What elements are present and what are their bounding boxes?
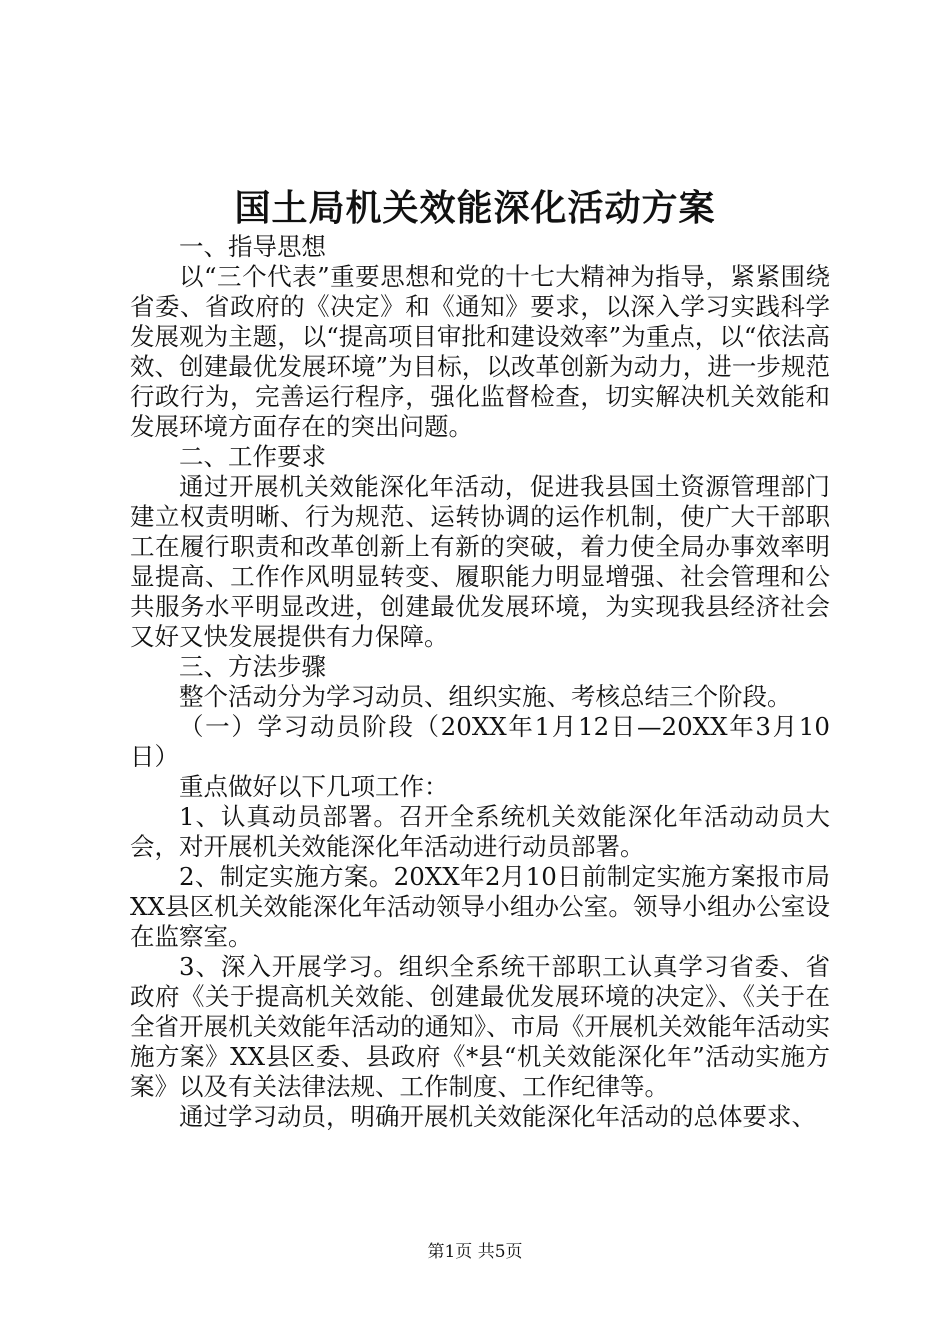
section-heading: 一、指导思想 bbox=[179, 232, 326, 261]
paragraph: 重点做好以下几项工作： bbox=[179, 772, 449, 801]
document-body bbox=[130, 232, 830, 1132]
page-footer: 第1页 共5页 bbox=[427, 1242, 523, 1262]
list-item: 1、认真动员部署。召开全系统机关效能深化年活动动员大会，对开展机关效能深化年活动进行动员部署。 bbox=[130, 802, 830, 861]
paragraph: 整个活动分为学习动员、组织实施、考核总结三个阶段。 bbox=[179, 682, 792, 711]
list-item: 3、深入开展学习。组织全系统干部职工认真学习省委、省政府《关于提高机关效能、创建最优发展环境的决定》、《关于在全省开展机关效能年活动的通知》、市局《开展机关效能年活动实施方案》XX县区委、县政府《*县“机关效能深化年”活动实施方案》以及有关法律法规、工作制度、工作纪律等。 bbox=[130, 952, 830, 1101]
section-heading: 二、工作要求 bbox=[179, 442, 326, 471]
document-title: 国土局机关效能深化活动方案 bbox=[234, 187, 716, 229]
paragraph: 以“三个代表”重要思想和党的十七大精神为指导，紧紧围绕省委、省政府的《决定》和《通知》要求，以深入学习实践科学发展观为主题，以“提高项目审批和建设效率”为重点，以“依法高效、创建最优发展环境”为目标，以改革创新为动力，进一步规范行政行为，完善运行程序，强化监督检查，切实解决机关效能和发展环境方面存在的突出问题。 bbox=[130, 262, 830, 441]
list-item: 2、制定实施方案。20XX年2月10日前制定实施方案报市局XX县区机关效能深化年活动领导小组办公室。领导小组办公室设在监察室。 bbox=[130, 862, 830, 951]
subsection-heading: （一）学习动员阶段（20XX年1月12日—20XX年3月10日） bbox=[130, 712, 830, 771]
paragraph: 通过开展机关效能深化年活动，促进我县国土资源管理部门建立权责明晰、行为规范、运转协调的运作机制，使广大干部职工在履行职责和改革创新上有新的突破，着力使全局办事效率明显提高、工作作风明显转变、履职能力明显增强、社会管理和公共服务水平明显改进，创建最优发展环境，为实现我县经济社会又好又快发展提供有力保障。 bbox=[130, 472, 830, 651]
section-heading: 三、方法步骤 bbox=[179, 652, 326, 681]
paragraph: 通过学习动员，明确开展机关效能深化年活动的总体要求、 bbox=[179, 1102, 816, 1131]
